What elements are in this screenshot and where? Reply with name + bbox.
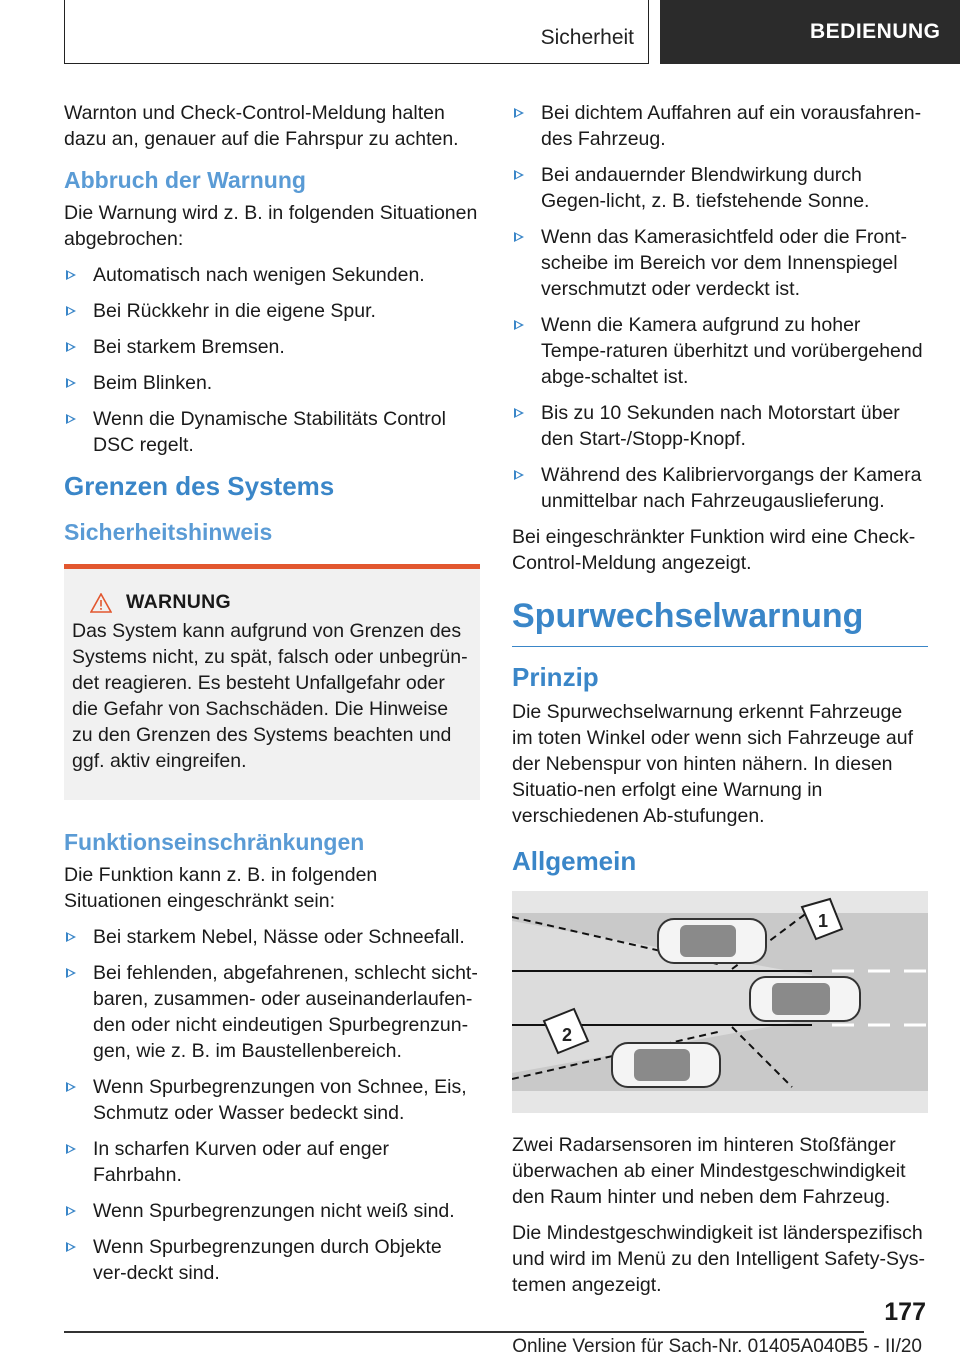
prinzip-heading: Prinzip — [512, 662, 599, 692]
prinzip-paragraph: Die Spurwechselwarnung erkennt Fahrzeuge im toten Winkel oder wenn sich Fahrzeuge auf der Nebenspur von hinten nähern. In diesen Situatio-nen erfolgt eine Warnung in verschiedenen Ab-stufungen. — [512, 701, 914, 827]
triangle-bullet-icon — [66, 1144, 76, 1154]
triangle-bullet-icon — [66, 270, 76, 280]
page-number: 177 — [884, 1298, 926, 1326]
speed-paragraph: Die Mindestgeschwindigkeit ist länderspezifisch und wird im Menü zu den Intelligent Safety-Sys-temen angezeigt. — [512, 1222, 925, 1296]
list-item: Automatisch nach wenigen Sekunden. — [64, 262, 480, 288]
funktion-paragraph: Die Funktion kann z. B. in folgenden Situationen eingeschränkt sein: — [64, 864, 378, 912]
triangle-bullet-icon — [66, 1082, 76, 1092]
list-item: Während des Kalibriervorgangs der Kamera unmittelbar nach Fahrzeugauslieferung. — [512, 462, 928, 514]
header-section-title: Sicherheit — [540, 26, 634, 49]
triangle-bullet-icon — [66, 342, 76, 352]
footer-divider — [64, 1331, 864, 1333]
abbruch-heading: Abbruch der Warnung — [64, 167, 306, 193]
triangle-bullet-icon — [66, 932, 76, 942]
list-item: Wenn Spurbegrenzungen von Schnee, Eis, Schmutz oder Wasser bedeckt sind. — [64, 1074, 480, 1126]
triangle-bullet-icon — [514, 170, 524, 180]
triangle-bullet-icon — [66, 414, 76, 424]
list-item: Wenn Spurbegrenzungen durch Objekte ver-deckt sind. — [64, 1234, 480, 1286]
triangle-bullet-icon — [66, 1242, 76, 1252]
warning-triangle-icon — [90, 593, 112, 613]
triangle-bullet-icon — [514, 320, 524, 330]
svg-text:1: 1 — [817, 911, 829, 931]
section-title: Spurwechselwarnung — [512, 594, 928, 647]
list-item: Bei starkem Nebel, Nässe oder Schneefall. — [64, 924, 480, 950]
list-item: Bei starkem Bremsen. — [64, 334, 480, 360]
list-item: Bei fehlenden, abgefahrenen, schlecht sicht-baren, zusammen- oder auseinanderlaufen-den oder nicht eindeutigen Spurbegrenzun-gen, wie z. B. im Baustellenbereich. — [64, 960, 480, 1064]
triangle-bullet-icon — [514, 408, 524, 418]
triangle-bullet-icon — [66, 1206, 76, 1216]
radar-paragraph: Zwei Radarsensoren im hinteren Stoßfänger überwachen ab einer Mindestgeschwindigkeit den Raum hinter und neben dem Fahrzeug. — [512, 1134, 906, 1208]
list-item: Bis zu 10 Sekunden nach Motorstart über den Start-/Stopp-Knopf. — [512, 400, 928, 452]
abbruch-paragraph: Die Warnung wird z. B. in folgenden Situationen abgebrochen: — [64, 202, 478, 250]
list-item: Wenn Spurbegrenzungen nicht weiß sind. — [64, 1198, 480, 1224]
warning-box — [64, 564, 480, 800]
abbruch-list — [64, 262, 480, 458]
triangle-bullet-icon — [514, 470, 524, 480]
intro-paragraph: Warnton und Check-Control-Meldung halten dazu an, genauer auf die Fahrspur zu achten. — [64, 102, 459, 150]
list-item: Bei Rückkehr in die eigene Spur. — [64, 298, 480, 324]
car-icon — [612, 1043, 720, 1087]
right-list — [512, 100, 928, 514]
list-item: In scharfen Kurven oder auf enger Fahrbahn. — [64, 1136, 480, 1188]
list-item: Bei dichtem Auffahren auf ein vorausfahren-des Fahrzeug. — [512, 100, 928, 152]
triangle-bullet-icon — [514, 232, 524, 242]
grenzen-heading: Grenzen des Systems — [64, 471, 335, 501]
header-tab — [660, 0, 960, 64]
footer-online-version: Online Version für Sach-Nr. 01405A040B5 - II/20 — [512, 1336, 922, 1357]
triangle-bullet-icon — [66, 378, 76, 388]
funktion-list — [64, 924, 480, 1286]
car-icon — [750, 977, 860, 1021]
warning-label: WARNUNG — [126, 591, 232, 613]
funktion-heading: Funktionseinschränkungen — [64, 829, 365, 855]
list-item: Bei andauernder Blendwirkung durch Gegen-licht, z. B. tiefstehende Sonne. — [512, 162, 928, 214]
list-item: Wenn die Dynamische Stabilitäts Control DSC regelt. — [64, 406, 480, 458]
car-icon — [658, 919, 766, 963]
header-tab-label: BEDIENUNG — [810, 20, 941, 43]
list-item: Wenn die Kamera aufgrund zu hoher Tempe-raturen überhitzt und vorübergehend abge-schaltet ist. — [512, 312, 928, 390]
allgemein-heading: Allgemein — [512, 846, 637, 876]
triangle-bullet-icon — [66, 306, 76, 316]
list-item: Beim Blinken. — [64, 370, 480, 396]
lane-change-illustration — [512, 891, 928, 1113]
warning-header — [90, 591, 472, 614]
warning-text: Das System kann aufgrund von Grenzen des Systems nicht, zu spät, falsch oder unbegrün-det reagieren. Es besteht Unfallgefahr oder die Gefahr von Sachschäden. Die Hinweise zu den Grenzen des Systems beachten und ggf. aktiv eingreifen. — [72, 620, 468, 772]
triangle-bullet-icon — [66, 968, 76, 978]
svg-text:2: 2 — [561, 1025, 573, 1045]
list-item: Wenn das Kamerasichtfeld oder die Front-scheibe im Bereich vor dem Innenspiegel verschmutzt oder verdeckt ist. — [512, 224, 928, 302]
check-control-paragraph: Bei eingeschränkter Funktion wird eine Check-Control-Meldung angezeigt. — [512, 526, 916, 574]
sicherheitshinweis-heading: Sicherheitshinweis — [64, 519, 273, 545]
triangle-bullet-icon — [514, 108, 524, 118]
left-column — [64, 100, 480, 1296]
right-column — [512, 100, 928, 1308]
